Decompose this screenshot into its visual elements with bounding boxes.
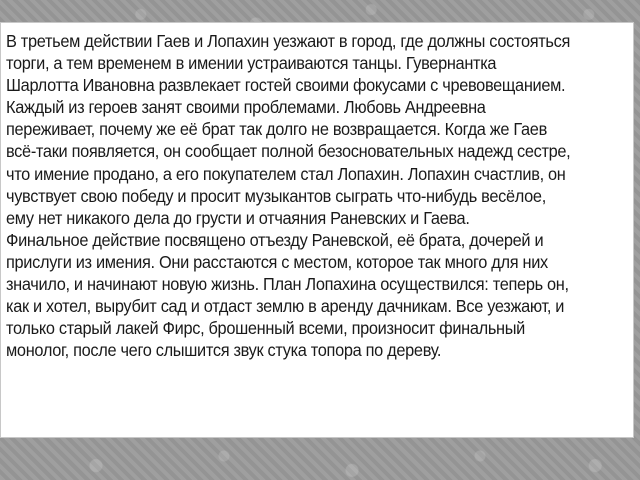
text-line: значило, и начинают новую жизнь. План Лопахина осуществился: теперь он, [6, 274, 569, 295]
text-line: что имение продано, а его покупателем стал Лопахин. Лопахин счастлив, он [6, 163, 566, 184]
text-line: Шарлотта Ивановна развлекает гостей своими фокусами с чревовещанием. [6, 75, 566, 96]
text-line: только старый лакей Фирс, брошенный всеми, произносит финальный [6, 318, 526, 339]
text-line: переживает, почему же её брат так долго не возвращается. Когда же Гаев [6, 119, 547, 140]
text-line: В третьем действии Гаев и Лопахин уезжают в город, где должны состояться [6, 31, 571, 51]
text-line: ему нет никакого дела до грусти и отчаяния Раневских и Гаева. [6, 207, 470, 228]
text-line: прислуги из имения. Они расстаются с местом, которое так много для них [6, 251, 548, 272]
text-slide [0, 22, 634, 438]
text-line: чувствует свою победу и просит музыкантов сыграть что-нибудь весёлое, [6, 185, 546, 206]
text-line: торги, а тем временем в имении устраиваются танцы. Гувернантка [6, 53, 497, 74]
text-line: монолог, после чего слышится звук стука топора по дереву. [6, 340, 442, 361]
text-line: всё-таки появляется, он сообщает полной безосновательных надежд сестре, [6, 141, 571, 162]
summary-text [6, 30, 590, 361]
text-line: Каждый из героев занят своими проблемами. Любовь Андреевна [6, 97, 486, 118]
text-line: как и хотел, вырубит сад и отдаст землю в аренду дачникам. Все уезжают, и [6, 296, 565, 317]
text-line: Финальное действие посвящено отъезду Раневской, её брата, дочерей и [6, 229, 544, 250]
